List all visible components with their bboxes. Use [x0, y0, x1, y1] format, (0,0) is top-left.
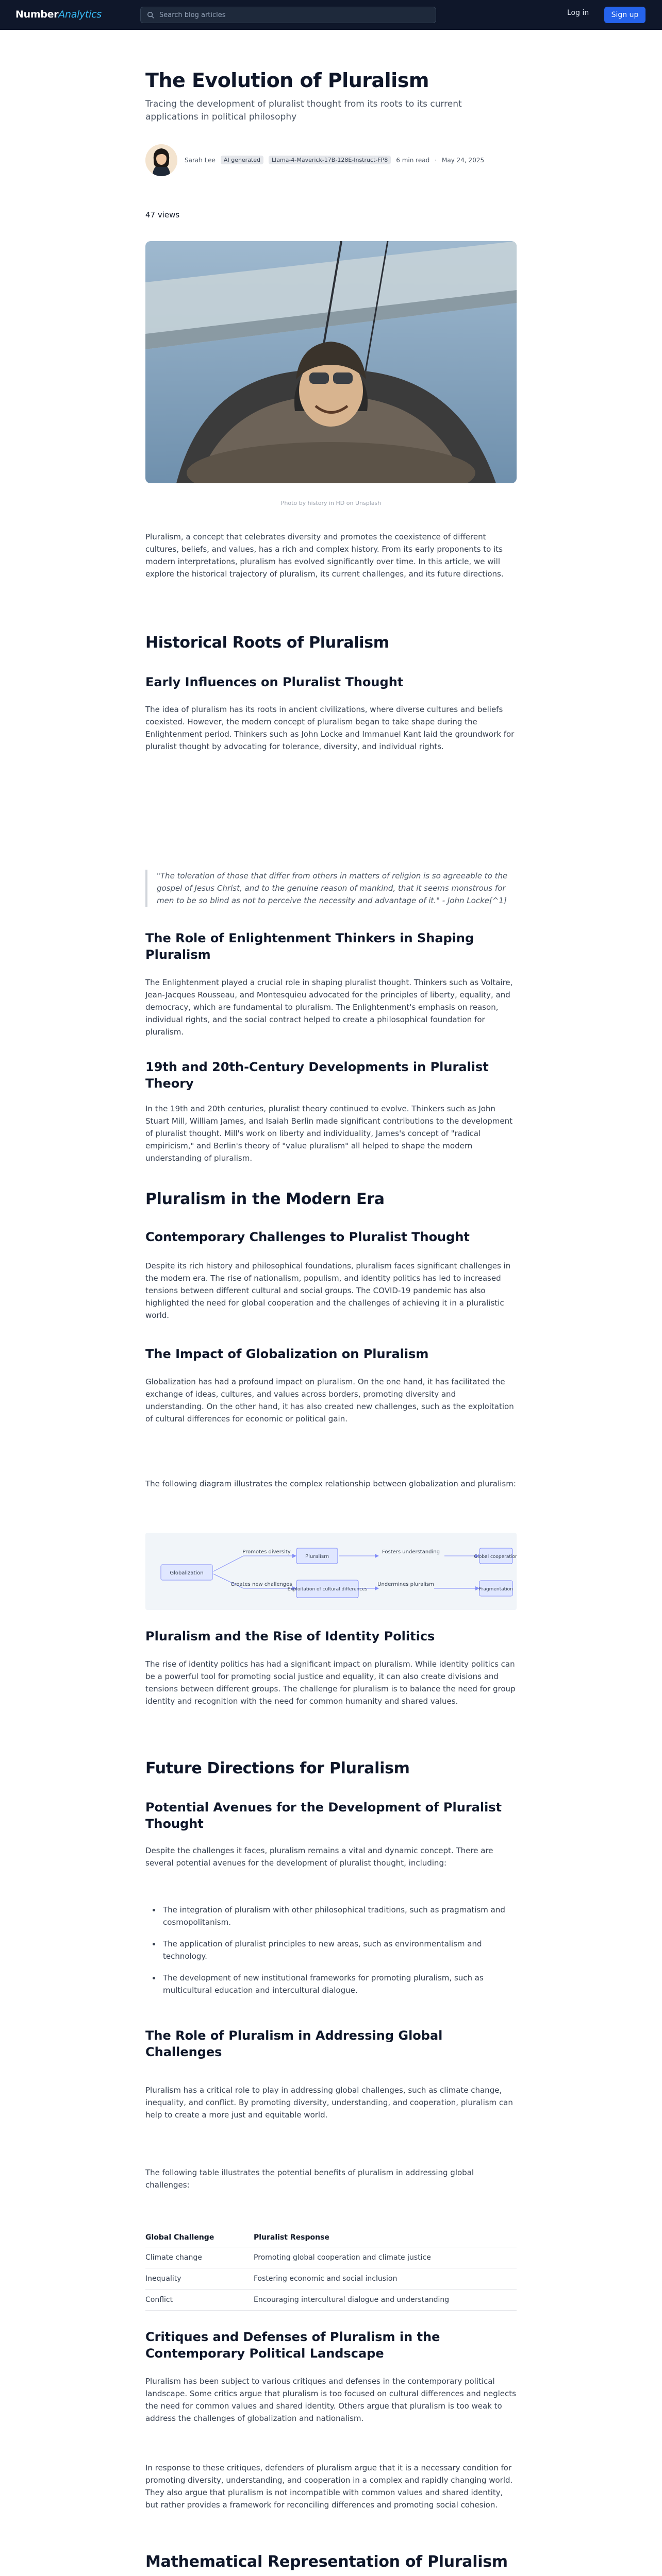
table-intro: The following table illustrates the potential benefits of pluralism in addressing global challenges:	[145, 2168, 474, 2190]
table-header-row	[145, 2228, 517, 2247]
node-globalization: Globalization	[170, 1570, 204, 1576]
challenges-text: Despite its rich history and philosophical foundations, pluralism faces significant challenges in the modern era. The rise of nationalism, populism, and identity politics has led to increased tensions between different cultural and social groups. The COVID-19 pandemic has also highlighted the need for global cooperation and the challenges of achieving it in a pluralistic world.	[145, 1261, 511, 1320]
heading-enlightenment: The Role of Enlightenment Thinkers in Shaping Pluralism	[145, 931, 474, 962]
model-badge: Llama-4-Maverick-17B-128E-Instruct-FP8	[269, 156, 391, 164]
heading-early-influences: Early Influences on Pluralist Thought	[145, 675, 404, 689]
aviator-photo	[145, 241, 517, 483]
article-title: The Evolution of Pluralism	[145, 69, 429, 92]
heading-modern-era: Pluralism in the Modern Era	[145, 1190, 385, 1208]
table-cell: Inequality	[145, 2268, 254, 2290]
node-global-cooperation: Global cooperation	[474, 1554, 517, 1560]
globalization-diagram	[145, 1533, 517, 1610]
table-header: Pluralist Response	[254, 2228, 517, 2247]
byline-meta	[185, 156, 484, 164]
publish-date: May 24, 2025	[442, 156, 485, 164]
author-avatar[interactable]	[145, 144, 177, 176]
article-subtitle: Tracing the development of pluralist thought from its roots to its current applications in political philosophy	[145, 99, 462, 122]
challenges-table	[145, 2228, 517, 2311]
heading-future-directions: Future Directions for Pluralism	[145, 1759, 410, 1777]
heading-19th-20th: 19th and 20th-Century Developments in Pluralist Theory	[145, 1060, 489, 1091]
table-cell: Conflict	[145, 2290, 254, 2311]
node-pluralism: Pluralism	[305, 1554, 329, 1560]
ai-generated-badge: AI generated	[221, 156, 263, 164]
heading-globalization: The Impact of Globalization on Pluralism	[145, 1347, 429, 1361]
heading-historical-roots: Historical Roots of Pluralism	[145, 634, 389, 652]
search-input[interactable]	[159, 11, 427, 19]
enlightenment-text: The Enlightenment played a crucial role in shaping pluralist thought. Thinkers such as Voltaire, Jean-Jacques Rousseau, and Montesquieu advocated for the principles of liberty, equality, and democracy, which are fundamental to pluralism. The Enlightenment's emphasis on reason, individual rights, and the social contract helped to create a philosophical foundation for pluralism.	[145, 978, 513, 1037]
edge-promotes-diversity: Promotes diversity	[242, 1549, 291, 1555]
avenues-list	[161, 1904, 517, 2006]
node-fragmentation: Fragmentation	[479, 1587, 513, 1592]
heading-contemporary-challenges: Contemporary Challenges to Pluralist Thought	[145, 1230, 470, 1244]
list-item: • The integration of pluralism with other philosophical traditions, such as pragmatism and cosmopolitanism.	[161, 1904, 517, 1928]
login-link[interactable]: Log in	[567, 9, 589, 17]
heading-global-challenges: The Role of Pluralism in Addressing Global Challenges	[145, 2028, 443, 2059]
hero-image	[145, 241, 517, 483]
edge-undermines: Undermines pluralism	[377, 1582, 434, 1587]
critiques-text-1: Pluralism has been subject to various critiques and defenses in the contemporary political landscape. Some critics argue that pluralism is too focused on cultural differences and neglects the need for common values and shared identity. Others argue that pluralism is too weak to address the challenges of globalization and nationalism.	[145, 2377, 516, 2423]
globalization-text: Globalization has had a profound impact on pluralism. On the one hand, it has facilitated the exchange of ideas, cultures, and values across borders, promoting diversity and understanding. On the other hand, it has also created new challenges, such as the exploitation of cultural differences for economic or political gain.	[145, 1377, 514, 1423]
table-cell: Promoting global cooperation and climate justice	[254, 2247, 517, 2268]
table-row	[145, 2290, 517, 2311]
edge-fosters-understanding: Fosters understanding	[382, 1549, 440, 1555]
modern-developments-text: In the 19th and 20th centuries, pluralist theory continued to evolve. Thinkers such as John Stuart Mill, William James, and Isaiah Berlin made significant contributions to the development of pluralist thought. Mill's work on liberty and individuality, James's concept of "radical empiricism," and Berlin's theory of "value pluralism" all helped to shape the modern understanding of pluralism.	[145, 1104, 512, 1163]
author-name[interactable]: Sarah Lee	[185, 156, 216, 164]
table-cell: Climate change	[145, 2247, 254, 2268]
global-challenges-text: Pluralism has a critical role to play in addressing global challenges, such as climate change, inequality, and conflict. By promoting diversity, understanding, and cooperation, pluralism can help to create a more just and equitable world.	[145, 2086, 513, 2120]
view-count: 47 views	[145, 210, 180, 219]
avatar-illustration	[145, 144, 177, 176]
diagram-intro: The following diagram illustrates the complex relationship between globalization and pluralism:	[145, 1479, 516, 1488]
critiques-text-2: In response to these critiques, defenders of pluralism argue that it is a necessary condition for promoting diversity, understanding, and cooperation in a complex and rapidly changing world. They also argue that pluralism is not incompatible with common values and shared identity, but rather provides a framework for reconciling differences and promoting social cohesion.	[145, 2463, 513, 2510]
list-item: • The application of pluralist principles to new areas, such as environmentalism and technology.	[161, 1938, 517, 1962]
avenues-text: Despite the challenges it faces, pluralism remains a vital and dynamic concept. There are several potential avenues for the development of pluralist thought, including:	[145, 1846, 493, 1868]
table-header: Global Challenge	[145, 2228, 254, 2247]
locke-quote: "The toleration of those that differ from others in matters of religion is so agreeable to the gospel of Jesus Christ, and to the genuine reason of mankind, that it seems monstrous for men to be so blind as not to perceive the necessity and advantage of it." - John Locke[^1]	[145, 870, 517, 907]
heading-identity-politics: Pluralism and the Rise of Identity Politics	[145, 1629, 435, 1643]
node-exploitation: Exploitation of cultural differences	[287, 1587, 368, 1592]
heading-potential-avenues: Potential Avenues for the Development of Pluralist Thought	[145, 1800, 502, 1831]
heading-critiques: Critiques and Defenses of Pluralism in the Contemporary Political Landscape	[145, 2330, 440, 2361]
top-navbar	[0, 0, 662, 30]
flowchart	[145, 1533, 517, 1610]
identity-politics-text: The rise of identity politics has had a significant impact on pluralism. While identity politics can be a powerful tool for promoting social justice and equality, it can also create divisions and tensions between different groups. The challenge for pluralism is to balance the need for group identity and recognition with the need for common humanity and shared values.	[145, 1659, 516, 1706]
site-logo[interactable]: NumberAnalytics	[15, 9, 102, 20]
search-box[interactable]	[140, 7, 436, 23]
table-row	[145, 2247, 517, 2268]
table-cell: Encouraging intercultural dialogue and understanding	[254, 2290, 517, 2311]
search-icon	[147, 11, 154, 19]
early-influences-text: The idea of pluralism has its roots in ancient civilizations, where diverse cultures and beliefs coexisted. However, the modern concept of pluralism began to take shape during the Enlightenment period. Thinkers such as John Locke and Immanuel Kant laid the groundwork for pluralist thought by advocating for tolerance, diversity, and individual rights.	[145, 705, 515, 751]
heading-math-representation: Mathematical Representation of Pluralism	[145, 2553, 508, 2571]
table-row	[145, 2268, 517, 2290]
edge-creates-challenges: Creates new challenges	[230, 1582, 292, 1587]
separator-dot: ·	[435, 156, 437, 164]
photo-caption: Photo by history in HD on Unsplash	[280, 500, 382, 506]
list-item: • The development of new institutional frameworks for promoting pluralism, such as multicultural education and intercultural dialogue.	[161, 1972, 517, 1996]
table-cell: Fostering economic and social inclusion	[254, 2268, 517, 2290]
signup-button[interactable]: Sign up	[604, 7, 646, 23]
intro-paragraph: Pluralism, a concept that celebrates diversity and promotes the coexistence of different cultures, beliefs, and values, has a rich and complex history. From its early proponents to its modern interpretations, pluralism has evolved significantly over time. In this article, we will explore the historical trajectory of pluralism, its current challenges, and its future directions.	[145, 532, 504, 579]
read-time: 6 min read	[396, 156, 430, 164]
byline	[145, 144, 517, 180]
